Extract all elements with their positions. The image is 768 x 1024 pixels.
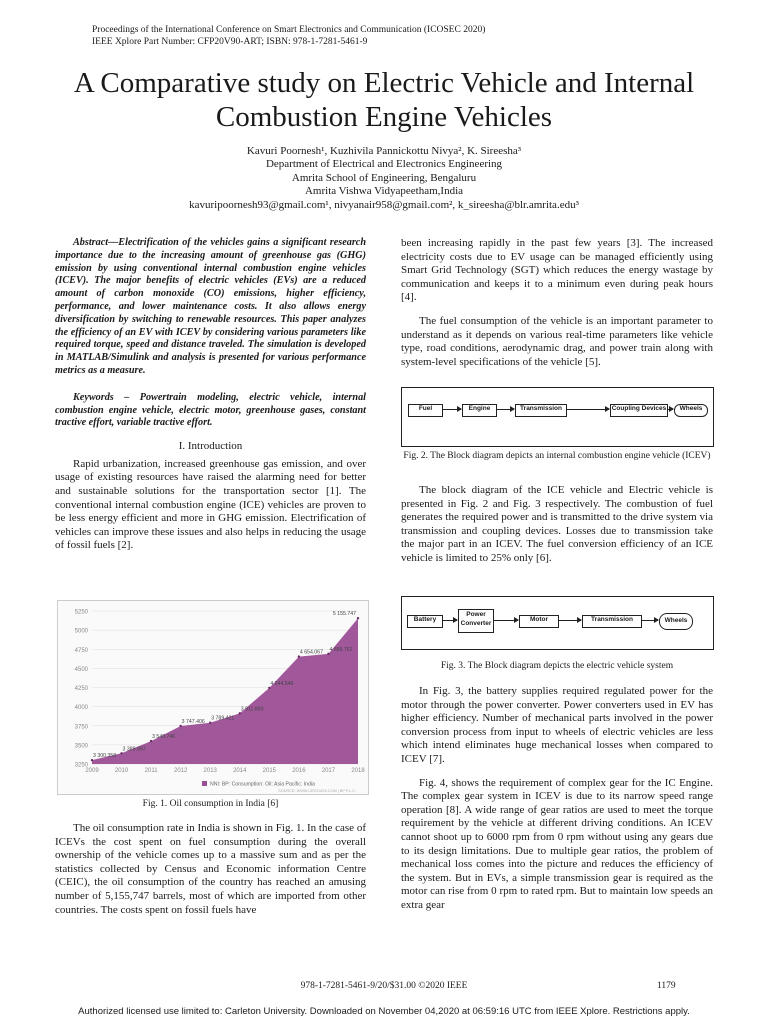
author-names: Kavuri Poornesh¹, Kuzhivila Pannickottu Nivya², K. Sireesha³	[246, 145, 522, 157]
author-university: Amrita Vishwa Vidyapeetham,India	[304, 185, 464, 198]
author-block	[0, 145, 768, 212]
left-column	[55, 237, 366, 563]
data-label: 4 654.067	[299, 649, 323, 656]
fig1-caption: Fig. 1. Oil consumption in India [6]	[142, 799, 279, 809]
arrow-icon	[667, 409, 673, 410]
fig2-block-wheels: Wheels	[674, 404, 708, 417]
title-line2: Combustion Engine Vehicles	[215, 101, 553, 133]
fig2-block-transmission: Transmission	[515, 404, 567, 417]
arrow-icon	[442, 409, 461, 410]
arrow-icon	[566, 409, 609, 410]
legend-label: NNI: BP: Consumption: Oil: Asia Pacific: India	[210, 781, 315, 788]
data-point	[120, 752, 122, 754]
authorized-use-notice: Authorized licensed use limited to: Carleton University. Downloaded on November 04,2020 at 06:59:16 UTC from IEEE Xplore. Restrictions apply.	[78, 1006, 690, 1017]
keywords: Keywords – Powertrain modeling, electric vehicle, internal combustion engine vehicle, electric motor, greenhouse gases, constant tractive effort, variable tractive effort.	[55, 391, 366, 429]
x-tick-label: 2011	[144, 768, 158, 774]
legend-swatch	[202, 781, 207, 786]
intro-paragraph-1: Rapid urbanization, increased greenhouse gas emission, and over usage of existing resources have raised the alarming need for better and sustainable solutions for the transportation sector [1]. The conventional internal combustion engine (ICE) vehicles are proven to be less energy efficient and more in GHG emission. Electrification of vehicles can improve these issues and also helps in reducing the usage of fossil fuels [2].	[55, 457, 366, 552]
data-label: 3 300.358	[93, 753, 117, 760]
fig2-block-fuel: Fuel	[408, 404, 443, 417]
data-label: 4 689.762	[329, 646, 353, 653]
data-point	[357, 617, 359, 619]
y-tick-label: 3250	[74, 762, 88, 769]
data-point	[268, 687, 270, 689]
fig2-caption: Fig. 2. The Block diagram depicts an internal combustion engine vehicle (ICEV)	[403, 451, 711, 461]
arrow-icon	[558, 620, 581, 621]
data-point	[209, 722, 211, 724]
arrow-icon	[641, 620, 658, 621]
x-tick-label: 2015	[262, 768, 277, 774]
area-series	[92, 618, 358, 764]
x-tick-label: 2017	[321, 768, 336, 774]
author-dept: Department of Electrical and Electronics Engineering	[265, 158, 503, 171]
right-paragraph-3: The block diagram of the ICE vehicle and Electric vehicle is presented in Fig. 2 and Fig. 3 respectively. The combustion of fuel generates the required power and is transmitted to the drive system via transmission and coupling devices. Losses due to transmission take the major part in an ICEV. The fuel conversion efficiency of an ICE vehicle is limited to 25% only [6].	[401, 484, 713, 564]
fig2-block-coupling: Coupling Devices	[610, 404, 668, 417]
conference-line2: IEEE Xplore Part Number: CFP20V90-ART; ISBN: 978-1-7281-5461-9	[92, 37, 368, 47]
fig3-block-diagram	[401, 596, 714, 650]
data-label: 3 789.421	[211, 715, 235, 722]
source-label: SOURCE: WWW.CEICDATA.COM | BP P.L.C.	[278, 789, 356, 793]
y-tick-label: 3500	[74, 743, 88, 750]
fig3-block-motor: Motor	[519, 615, 559, 628]
data-point	[327, 653, 329, 655]
x-tick-label: 2014	[233, 768, 247, 774]
x-tick-label: 2010	[114, 768, 129, 774]
y-tick-label: 3750	[74, 724, 88, 731]
data-point	[239, 712, 241, 714]
conference-line1: Proceedings of the International Conference on Smart Electronics and Communication (ICOSEC 2020)	[92, 25, 486, 35]
data-point	[91, 759, 93, 761]
title-line1: A Comparative study on Electric Vehicle and Internal	[73, 67, 695, 99]
copyright-footer: 978-1-7281-5461-9/20/$31.00 ©2020 IEEE	[300, 981, 468, 991]
left-column-bottom	[55, 822, 366, 927]
arrow-icon	[493, 620, 518, 621]
arrow-icon	[496, 409, 514, 410]
page-number: 1179	[657, 981, 676, 991]
data-label: 4 244.546	[270, 680, 294, 687]
right-paragraph-1: been increasing rapidly in the past few years [3]. The increased electricity costs due to EV usage can be managed efficiently using Smart Grid Technology (SGT) which reduces the energy wastage by communication and keeps it to a minimum even during peak hours [4].	[401, 237, 713, 304]
x-tick-label: 2009	[85, 768, 99, 774]
data-label: 3 389.997	[122, 746, 146, 753]
oil-consumption-chart	[57, 600, 369, 795]
right-paragraph-4: In Fig. 3, the battery supplies required regulated power for the motor through the power converter. Power converters used in EV has higher efficiency. Number of mechanical parts involved in the power conversion process from input to wheels of electric vehicles are less which intend eliminates huge mechanical losses when compared to ICEV [7].	[401, 685, 713, 765]
author-emails: kavuripoornesh93@gmail.com¹, nivyanair958@gmail.com², k_sireesha@blr.amrita.edu³	[189, 198, 579, 211]
fig3-block-transmission: Transmission	[582, 615, 642, 628]
fig3-block-power-converter: Power Converter	[458, 609, 494, 633]
data-label: 3 747.406	[181, 718, 205, 725]
x-tick-label: 2016	[292, 768, 306, 774]
abstract: Abstract—Electrification of the vehicles gains a significant research importance due to the increasing amount of greenhouse gas (GHG) emission by using conventional internal combustion engine vehicles (ICEV). The major benefits of electric vehicles (EVs) are a reduced amount of carbon monoxide (CO) emissions, higher efficiency, performance, and lower maintenance costs. It also allows energy diversification by switching to renewable resources. This paper analyzes the efficiency of an EV with ICEV by considering various parameters like required torque, speed and distance traveled. The simulation is developed in MATLAB/Simulink and analysis is presented for various performance metrics as a measure.	[55, 237, 366, 376]
x-tick-label: 2018	[351, 768, 365, 774]
fig2-block-engine: Engine	[462, 404, 497, 417]
right-column-bottom	[401, 685, 713, 923]
x-tick-label: 2012	[173, 768, 188, 774]
y-tick-label: 5250	[74, 609, 88, 616]
fig3-block-wheels: Wheels	[659, 613, 693, 630]
data-point	[298, 655, 300, 657]
data-point	[150, 740, 152, 742]
paper-title	[20, 66, 748, 134]
right-column	[401, 237, 713, 379]
data-label: 3 549.746	[152, 734, 176, 741]
right-paragraph-5: Fig. 4, shows the requirement of complex gear for the IC Engine. The complex gear system in ICEV is due to its narrow speed range operation [8]. A wide range of gear ratios are used to meet the torque requirement by the vehicle at different driving conditions. An ICEV cannot shoot up to 6000 rpm from 0 rpm without using any gears due to its design limitations. Due to multiple gear ratios, the problem of mechanical loss comes into the picture and reduces the efficiency of the system. But in EVs, a simple transmission gear is required as the motor can rise from 0 rpm to rated rpm. But to maintain low speeds an extra gear	[401, 776, 713, 911]
chart-svg	[58, 601, 368, 794]
fig2-block-diagram	[401, 387, 714, 447]
section-heading-introduction: I. Introduction	[178, 440, 243, 453]
y-tick-label: 4500	[74, 666, 88, 673]
x-tick-label: 2013	[203, 768, 217, 774]
data-label: 3 911.860	[240, 706, 264, 713]
y-tick-label: 5000	[74, 628, 88, 635]
intro-paragraph-2: The oil consumption rate in India is shown in Fig. 1. In the case of ICEVs the cost spent on fuel consumption during the overall ownership of the vehicle comes up to a massive sum and as per the statistics collected by Census and Economic information Centre (CEIC), the oil consumption of the country has reached an amusing number of 5,155,747 barrels, most of which are imported from other countries. The costs spent on fossil fuels have	[55, 822, 366, 916]
data-point	[179, 725, 181, 727]
conference-header	[92, 24, 485, 48]
y-tick-label: 4250	[74, 686, 88, 692]
y-tick-label: 4750	[74, 647, 88, 654]
fig3-block-battery: Battery	[407, 615, 443, 628]
right-column-mid	[401, 484, 713, 576]
data-label: 5 155.747	[332, 611, 356, 618]
y-tick-label: 4000	[74, 705, 88, 712]
author-school: Amrita School of Engineering, Bengaluru	[291, 171, 477, 184]
arrow-icon	[442, 620, 457, 621]
fig3-caption: Fig. 3. The Block diagram depicts the electric vehicle system	[440, 661, 674, 671]
right-paragraph-2: The fuel consumption of the vehicle is an important parameter to understand as it depends on various real-time parameters like vehicle type, road conditions, aerodynamic drag, and power train along with system-level specifications of the vehicle [5].	[401, 314, 713, 368]
